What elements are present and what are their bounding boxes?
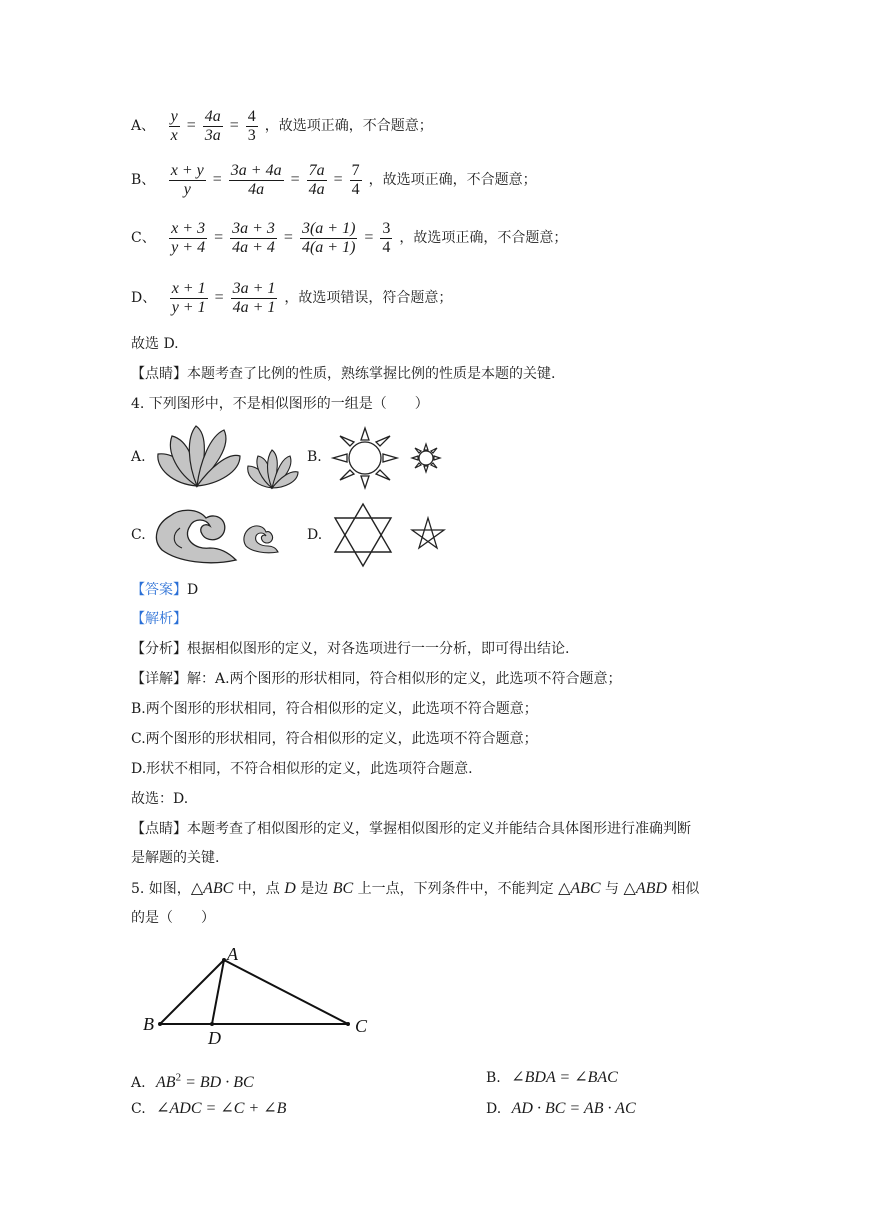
q4-option-c-label: C. xyxy=(131,527,146,543)
star-figures xyxy=(330,500,452,570)
q4-detail-c: C.两个图形的形状相同，符合相似形的定义，此选项不符合题意； xyxy=(131,731,538,747)
vertex-label-c: C xyxy=(355,1016,368,1036)
vertex-label-b: B xyxy=(143,1014,154,1034)
option-conclusion: ，故选项正确，不合题意； xyxy=(399,230,568,247)
q4-option-b-label: B. xyxy=(307,449,322,465)
fraction: $\frac{3a + 4a}{4a}$ xyxy=(230,162,282,198)
option-label: B、 xyxy=(131,172,156,189)
q5-stem-line2: 的是（ ） xyxy=(131,910,215,926)
q3-option-a: A、 $\frac{y}{x}$ = $\frac{4a}{3a}$ = $\frac{4}{3}$ ，故选项正确，不合题意； xyxy=(131,108,433,144)
vertex-points xyxy=(158,958,350,1026)
q4-analysis: 【分析】根据相似图形的定义，对各选项进行一一分析，即可得出结论. xyxy=(131,641,570,657)
q4-answer xyxy=(131,580,198,600)
cloud-swirl-figures xyxy=(150,502,284,568)
small-swirl-icon xyxy=(244,526,278,553)
triangle-abc xyxy=(160,960,348,1024)
option-label: D、 xyxy=(131,290,157,307)
fan-shell-figures xyxy=(152,424,300,490)
option-conclusion: ，故选项正确，不合题意； xyxy=(368,172,537,189)
fraction: $\frac{3}{4}$ xyxy=(382,220,391,256)
q4-stem: 4. 下列图形中，不是相似图形的一组是（ ） xyxy=(131,396,429,412)
q3-option-d: D、 $\frac{x + 1}{y + 1}$ = $\frac{3a + 1}{4a + 1}$ ，故选项错误，符合题意； xyxy=(131,280,453,316)
vertex-label-d: D xyxy=(208,1028,221,1048)
q4-detail-b: B.两个图形的形状相同，符合相似形的定义，此选项不符合题意； xyxy=(131,701,538,717)
sun-figures xyxy=(330,424,448,492)
fraction: $\frac{3a + 1}{4a + 1}$ xyxy=(232,280,276,316)
fraction: $\frac{7}{4}$ xyxy=(351,162,360,198)
fraction: $\frac{7a}{4a}$ xyxy=(308,162,325,198)
q4-detail: 【详解】解：A.两个图形的形状相同，符合相似形的定义，此选项不符合题意； xyxy=(131,671,622,687)
answer-value: D xyxy=(187,582,199,598)
fraction: $\frac{4a}{3a}$ xyxy=(204,108,221,144)
option-conclusion: ，故选项错误，符合题意； xyxy=(284,290,453,307)
q4-choose: 故选：D. xyxy=(131,791,189,807)
q5-option-d: D. AD · BC = AB · AC xyxy=(486,1100,636,1117)
triangle-diagram xyxy=(138,940,378,1048)
large-swirl-icon xyxy=(156,510,236,563)
small-sun-icon xyxy=(412,444,440,472)
vertex-label-a: A xyxy=(227,944,238,964)
large-fan-icon xyxy=(158,426,240,486)
answer-tag: 【答案】 xyxy=(131,582,187,598)
q4-comment-line1: 【点睛】本题考查了相似图形的定义，掌握相似图形的定义并能结合具体图形进行准确判断 xyxy=(131,821,691,837)
q4-option-d-label: D. xyxy=(307,527,323,543)
small-fan-icon xyxy=(248,450,298,488)
option-label: C、 xyxy=(131,230,156,247)
fraction: $\frac{y}{x}$ xyxy=(170,108,178,144)
large-sun-icon xyxy=(333,428,397,488)
q3-choose: 故选 D. xyxy=(131,336,179,352)
q5-option-c: C. ∠ADC = ∠C + ∠B xyxy=(131,1100,287,1117)
q5-option-a: A. $AB^2$ = BD · BC xyxy=(131,1072,254,1092)
fraction: $\frac{3a + 3}{4a + 4}$ xyxy=(232,220,275,256)
q3-option-b: B、 $\frac{x + y}{y}$ = $\frac{3a + 4a}{4a}$ = $\frac{7a}{4a}$ = $\frac{7}{4}$ ，故选项正确，不合题意； xyxy=(131,162,537,198)
q4-analysis-tag: 【解析】 xyxy=(131,611,187,627)
q5-stem-line1: 5. 如图，△ABC 中，点 D 是边 BC 上一点，下列条件中，不能判定 △ABC 与 △ABD 相似 xyxy=(131,880,700,897)
q4-option-a-label: A. xyxy=(131,449,146,465)
q4-detail-d: D.形状不相同，不符合相似形的定义，此选项符合题意. xyxy=(131,761,473,777)
q5-option-b: B. ∠BDA = ∠BAC xyxy=(486,1069,618,1086)
six-pointed-star-icon xyxy=(335,504,391,566)
fraction: $\frac{3(a + 1)}{4(a + 1)}$ xyxy=(301,220,356,256)
option-label: A、 xyxy=(131,118,156,135)
q3-option-c: C、 $\frac{x + 3}{y + 4}$ = $\frac{3a + 3}{4a + 4}$ = $\frac{3(a + 1)}{4(a + 1)}$ = $\frac{3}{4}$ ，故选项正确，不合题意； xyxy=(131,220,568,256)
fraction: $\frac{x + y}{y}$ xyxy=(170,162,204,198)
q3-comment: 【点睛】本题考查了比例的性质，熟练掌握比例的性质是本题的关键. xyxy=(131,366,556,382)
q4-comment-line2: 是解题的关键. xyxy=(131,850,220,866)
five-pointed-star-icon xyxy=(412,518,444,548)
fraction: $\frac{4}{3}$ xyxy=(247,108,256,144)
option-conclusion: ，故选项正确，不合题意； xyxy=(264,118,433,135)
fraction: $\frac{x + 1}{y + 1}$ xyxy=(171,280,206,316)
fraction: $\frac{x + 3}{y + 4}$ xyxy=(171,220,206,256)
